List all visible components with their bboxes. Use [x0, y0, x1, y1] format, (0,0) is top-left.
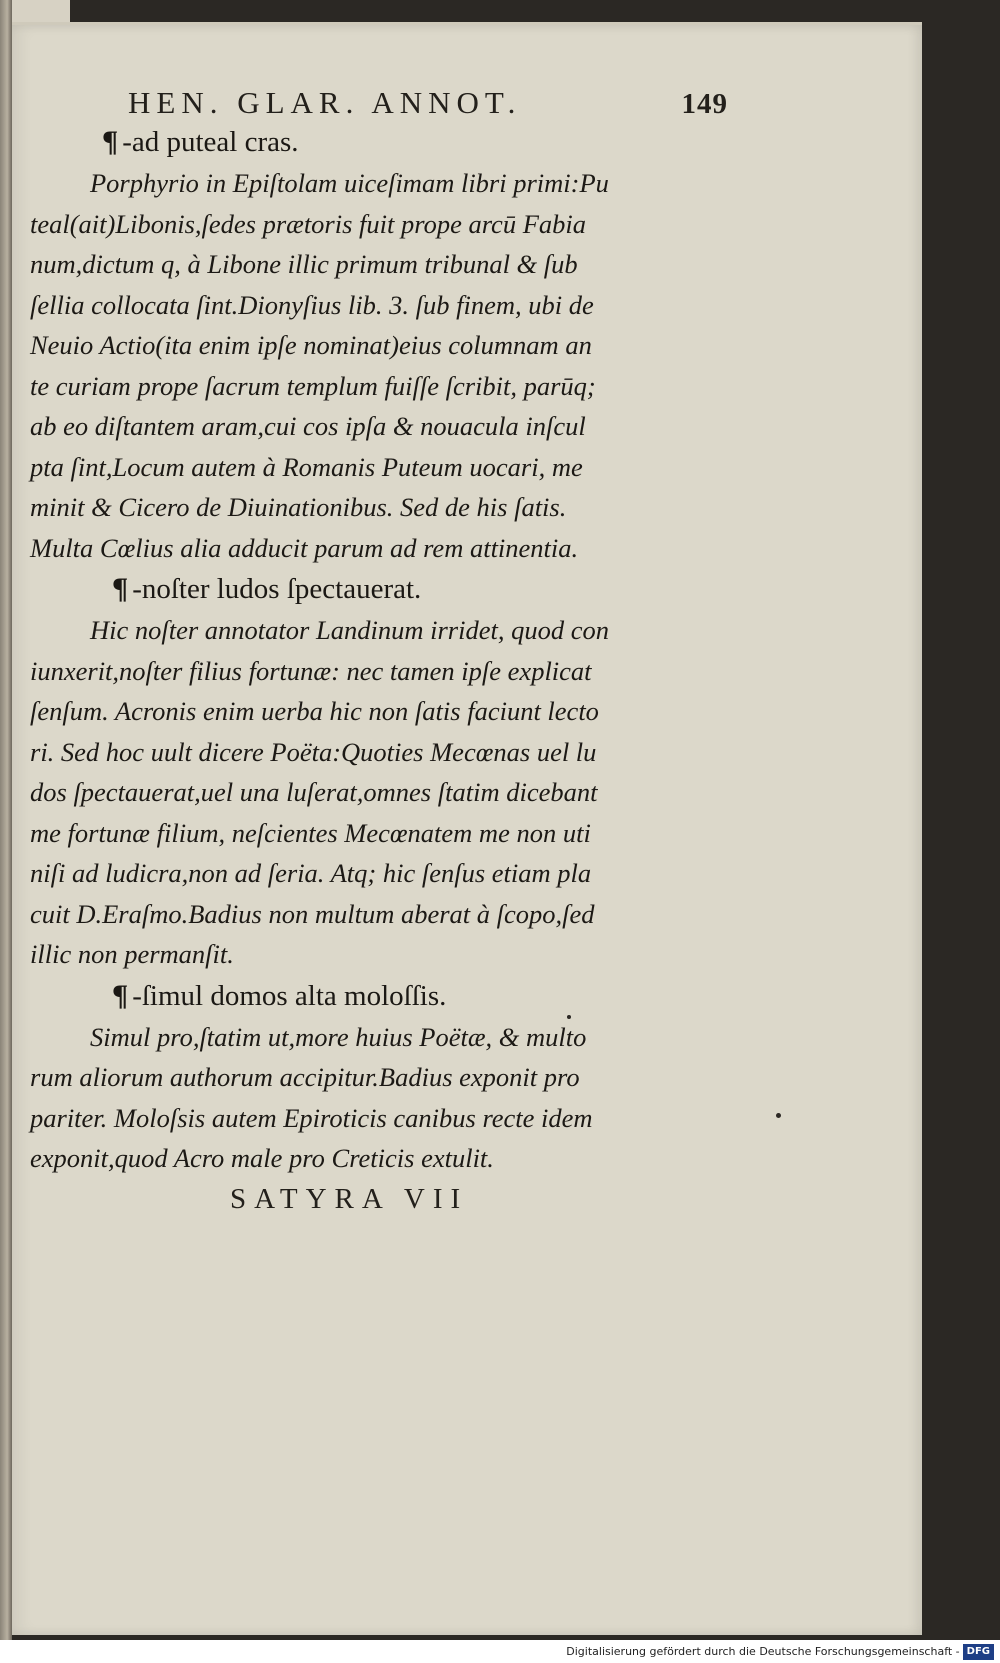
text-line: rum aliorum authorum accipitur.Badius exponit pro — [30, 1062, 580, 1092]
ink-speck — [567, 1015, 571, 1019]
text-line: ſellia collocata ſint.Dionyſius lib. 3. ſub finem, ubi de — [30, 289, 594, 320]
lemma-heading — [102, 121, 730, 163]
pilcrow-icon: ¶ — [112, 572, 129, 605]
text-line: exponit,quod Acro male pro Creticis extulit. — [30, 1143, 494, 1173]
text-line: pariter. Moloſsis autem Epiroticis canibus recte idem — [30, 1102, 593, 1133]
running-title: HEN. GLAR. ANNOT. — [128, 85, 522, 120]
text-line: ri. Sed hoc uult dicere Poëta:Quoties Mecœnas uel lu — [30, 736, 597, 767]
ink-speck — [776, 1113, 781, 1118]
text-line: illic non permanſit. — [30, 939, 234, 969]
lemma-text: -ad puteal cras. — [122, 126, 299, 158]
text-line: Simul pro,ſtatim ut,more huius Poëtæ, & multo — [90, 1021, 587, 1052]
text-line: dos ſpectauerat,uel una luſerat,omnes ſtatim dicebant — [30, 777, 598, 807]
binding-edge — [0, 0, 12, 1640]
lemma-text: -ſimul domos alta moloſſis. — [132, 979, 447, 1012]
text-line: me fortunæ filium, neſcientes Mecœnatem me non uti — [30, 817, 591, 848]
book-page — [12, 22, 922, 1635]
paper-fold — [12, 0, 70, 22]
catchword: SATYRA VII — [230, 1182, 469, 1215]
page-number: 149 — [681, 88, 728, 120]
text-line: num,dictum q, à Libone illic primum tribunal & ſub — [30, 249, 578, 279]
text-line: Hic noſter annotator Landinum irridet, quod con — [90, 615, 609, 645]
dfg-logo: DFG — [963, 1644, 994, 1660]
commentary-block — [30, 610, 730, 975]
text-line: Porphyrio in Epiſtolam uiceſimam libri primi:Pu — [90, 168, 609, 198]
page-content — [30, 85, 730, 1216]
lemma-text: -noſter ludos ſpectauerat. — [132, 573, 422, 605]
lemma-heading — [30, 568, 730, 610]
text-line: teal(ait)Libonis,ſedes prætoris fuit prope arcū Fabia — [30, 208, 586, 239]
text-line: minit & Cicero de Diuinationibus. Sed de his ſatis. — [30, 492, 567, 522]
text-line: ab eo diſtantem aram,cui cos ipſa & nouacula inſcul — [30, 411, 586, 441]
text-line: ſenſum. Acronis enim uerba hic non ſatis faciunt lecto — [30, 696, 599, 726]
text-line: Multa Cœlius alia adducit parum ad rem attinentia. — [30, 532, 579, 563]
text-line: Neuio Actio(ita enim ipſe nominat)eius columnam an — [30, 330, 592, 360]
credit-text: Digitalisierung gefördert durch die Deutsche Forschungsgemeinschaft - — [566, 1645, 960, 1658]
pilcrow-icon: ¶ — [102, 125, 119, 158]
pilcrow-icon: ¶ — [112, 978, 129, 1012]
text-line: niſi ad ludicra,non ad ſeria. Atq; hic ſenſus etiam pla — [30, 858, 592, 888]
text-line: cuit D.Eraſmo.Badius non multum aberat à ſcopo,ſed — [30, 898, 595, 929]
running-head — [128, 85, 728, 121]
commentary-block — [30, 163, 730, 568]
text-line: iunxerit,noſter filius fortunæ: nec tamen ipſe explicat — [30, 655, 592, 686]
digitization-credit — [0, 1640, 1000, 1663]
commentary-block — [30, 1017, 730, 1179]
text-line: pta ſint,Locum autem à Romanis Puteum uocari, me — [30, 451, 583, 482]
lemma-heading — [30, 975, 730, 1017]
text-line: te curiam prope ſacrum templum fuiſſe ſcribit, parūq; — [30, 370, 596, 401]
